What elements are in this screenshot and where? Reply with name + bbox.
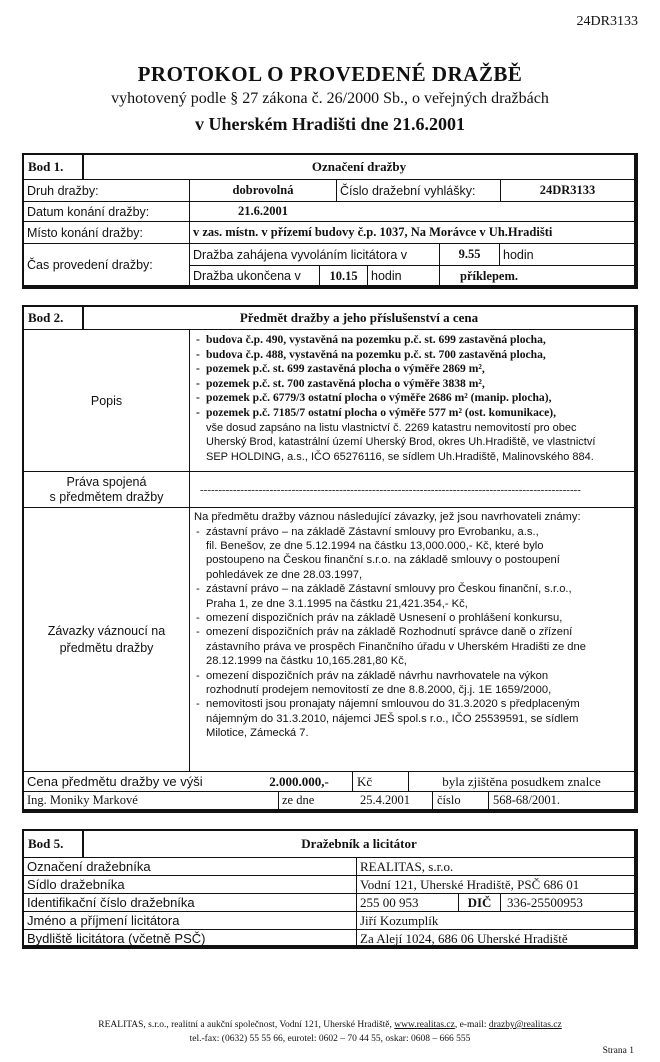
cas-label: Čas provedení dražby:	[27, 257, 153, 272]
property-item: - pozemek p.č. st. 699 zastavěná plocha o výměře 2869 m²,	[194, 362, 630, 377]
footer-line-1	[0, 1020, 660, 1030]
dr-value: Za Alejí 1024, 686 06 Uherské Hradiště	[356, 930, 634, 947]
cislo-vyhlasky-label: Číslo dražební vyhlášky:	[336, 180, 500, 201]
footer-line-2: tel.-fax: (0632) 55 55 66, eurotel: 0602 – 70 44 55, oskar: 0608 – 666 555	[189, 1034, 471, 1044]
zahajena-text: Dražba zahájena vyvoláním licitátora v	[189, 244, 439, 265]
zavazek-line: - zástavní právo – na základě Zástavní smlouvy pro Evrobanku, a.s.,	[206, 525, 539, 538]
zavazek-item	[194, 625, 628, 668]
zavazky-label	[24, 508, 189, 771]
dr-value: REALITAS, s.r.o.	[356, 858, 634, 875]
dic-value: 336-25500953	[500, 894, 634, 911]
property-list	[194, 333, 630, 421]
property-item: - budova č.p. 488, vystavěná na pozemku p.č. st. 700 zastavěná plocha,	[194, 348, 630, 363]
misto-label: Místo konání dražby:	[27, 225, 144, 240]
ze-dne-value: 25.4.2001	[360, 793, 410, 807]
bod2-label: Bod 2.	[24, 307, 84, 329]
druh-value: dobrovolná	[189, 180, 336, 201]
misto-row	[24, 221, 634, 243]
znalec-row	[24, 791, 634, 809]
zavazky-label-line: předmětu dražby	[59, 640, 154, 655]
zavazek-item	[194, 697, 628, 740]
prava-label-line: s předmětem dražby	[49, 489, 164, 504]
prava-row	[24, 471, 634, 507]
ze-dne-label: ze dne	[278, 792, 338, 809]
section-bod-1	[22, 153, 638, 289]
bod1-label: Bod 1.	[24, 155, 84, 179]
cena-zjistena: byla zjištěna posudkem znalce	[408, 772, 634, 791]
zavazek-line: - omezení dispozičních práv na základě návrhu navrhovatele na výkon	[206, 669, 549, 682]
dr-row	[24, 911, 634, 929]
zavazek-line: pohledávek ze dne 28.03.1997,	[206, 568, 363, 581]
cena-label: Cena předmětu dražby ve výši	[27, 774, 203, 789]
datum-row	[24, 201, 634, 221]
popis-tail-line: vše dosud zapsáno na listu vlastnictví č. 2269 katastru nemovitostí pro obec	[206, 421, 577, 434]
property-item: - pozemek p.č. 6779/3 ostatní plocha o výměře 2686 m² (manip. plocha),	[194, 391, 630, 406]
footer-company: REALITAS, s.r.o., realitní a aukční společnost, Vodní 121, Uherské Hradiště,	[98, 1020, 392, 1030]
dr-row	[24, 857, 634, 875]
dr-label: Jméno a příjmení licitátora	[27, 913, 180, 928]
prava-label	[24, 472, 189, 507]
dr-value: Vodní 121, Uherské Hradiště, PSČ 686 01	[356, 876, 634, 893]
ukoncena-hodin: hodin	[367, 266, 439, 286]
dr-value: Jiří Kozumplík	[356, 912, 634, 929]
footer-email-link[interactable]: drazby@realitas.cz	[488, 1020, 562, 1030]
section-bod-5	[22, 829, 638, 949]
page-subtitle: vyhotovený podle § 27 zákona č. 26/2000 Sb., o veřejných dražbách	[111, 90, 549, 107]
bod5-label: Bod 5.	[24, 831, 84, 857]
cena-row	[24, 771, 634, 791]
zavazek-item	[194, 669, 628, 698]
druh-row	[24, 179, 634, 201]
datum-label: Datum konání dražby:	[27, 204, 150, 219]
popis-row	[24, 329, 634, 471]
dr-label: Identifikační číslo dražebníka	[27, 895, 195, 910]
bod1-header-row	[24, 155, 634, 179]
zavazek-item	[194, 582, 628, 611]
zavazek-line: fil. Benešov, ze dne 5.12.1994 na částku 13,000.000,- Kč, které bylo	[206, 540, 544, 552]
ico-value: 255 00 953	[356, 894, 458, 911]
cas-row	[24, 243, 634, 285]
dr-row	[24, 929, 634, 947]
zavazek-line: nájemným do 31.3.2010, nájemci JEŠ spol.s r.o., IČO 25539591, se sídlem	[206, 712, 579, 725]
popis-tail-line: Uherský Brod, katastrální území Uherský Brod, okres Uh.Hradiště, ve vlastnictví	[206, 436, 596, 449]
misto-value: v zas. místn. v přízemí budovy č.p. 1037, Na Morávce v Uh.Hradišti	[189, 222, 634, 243]
datum-value: 21.6.2001	[189, 202, 336, 221]
property-item: - budova č.p. 490, vystavěná na pozemku p.č. st. 699 zastavěná plocha,	[194, 333, 630, 348]
bod2-title: Předmět dražby a jeho příslušenství a cena	[239, 310, 479, 325]
zavazky-intro: Na předmětu dražby váznou následující závazky, jež jsou navrhovateli známy:	[194, 511, 581, 523]
zavazky-list	[194, 525, 628, 741]
zavazek-line: rozhodnutí prodejem nemovitostí ze dne 8.8.2000, čj.j. 1E 1659/2000,	[206, 684, 552, 697]
prava-value: --------------------------------------------------------------------------------------------------------	[189, 472, 634, 507]
popis-tail	[194, 421, 630, 465]
znalec-name: Ing. Moniky Markové	[27, 793, 138, 807]
document-id: 24DR3133	[576, 14, 638, 29]
zavazky-label-line: Závazky váznoucí na	[47, 623, 166, 638]
footer-email-label: , e-mail:	[454, 1020, 487, 1030]
zahajena-hodin: hodin	[499, 244, 551, 265]
property-item: - pozemek p.č. 7185/7 ostatní plocha o výměře 577 m² (ost. komunikace),	[194, 406, 630, 421]
zavazek-line: zástavního práva ve prospěch Finančního úřadu v Uherském Hradišti ze dne	[206, 640, 586, 653]
dr-row	[24, 875, 634, 893]
zavazek-item	[194, 611, 628, 625]
cislo-vyhlasky-value: 24DR3133	[500, 180, 634, 201]
cislo-posudku-label: číslo	[432, 792, 488, 809]
popis-label: Popis	[90, 393, 123, 408]
bod2-header-row	[24, 307, 634, 329]
zavazek-line: - zástavní právo – na základě Zástavní smlouvy pro Českou finanční, s.r.o.,	[206, 583, 572, 596]
zavazek-line: - omezení dispozičních práv na základě Rozhodnutí správce daně o zřízení	[206, 626, 573, 639]
dr-label: Sídlo dražebníka	[27, 877, 125, 892]
zahajena-time: 9.55	[439, 244, 499, 265]
zavazek-item	[194, 525, 628, 583]
dr-row	[24, 893, 634, 911]
ukoncena-time: 10.15	[319, 266, 367, 286]
footer-web-link[interactable]: www.realitas.cz	[394, 1020, 455, 1030]
cena-currency: Kč	[352, 772, 408, 791]
zavazek-line: - omezení dispozičních práv na základě Usnesení o prohlášení konkursu,	[206, 612, 563, 625]
popis-tail-line: SEP HOLDING, a.s., IČO 65276116, se sídlem Uh.Hradiště, Malinovského 884.	[206, 450, 594, 463]
property-item: - pozemek p.č. st. 700 zastavěná plocha o výměře 3838 m²,	[194, 377, 630, 392]
prava-label-line: Práva spojená	[66, 474, 147, 489]
popis-content	[189, 330, 634, 471]
ukoncena-text: Dražba ukončena v	[189, 266, 319, 286]
ukoncena-row	[189, 265, 634, 286]
bod5-header-row	[24, 831, 634, 857]
zavazek-line: Praha 1, ze dne 3.1.1995 na částku 21,421.354,- Kč,	[206, 597, 468, 610]
page-subtitle-place-date: v Uherském Hradišti dne 21.6.2001	[195, 114, 465, 134]
cislo-posudku-value: 568-68/2001.	[488, 792, 634, 809]
dr-label: Označení dražebníka	[27, 859, 151, 874]
zahajena-row	[189, 244, 634, 265]
zavazek-line: Milotice, Zámecká 7.	[206, 727, 309, 740]
section-bod-2	[22, 305, 638, 813]
cena-value: 2.000.000,-	[269, 773, 329, 789]
zavazky-content	[189, 508, 634, 771]
page-title: PROTOKOL O PROVEDENÉ DRAŽBĚ	[137, 62, 523, 86]
zavazek-line: 28.12.1999 na částku 10,165.281,80 Kč,	[206, 655, 407, 668]
dic-label: DIČ	[458, 894, 500, 911]
priklepem: příklepem.	[439, 266, 634, 286]
zavazky-row	[24, 507, 634, 771]
druh-label: Druh dražby:	[27, 183, 99, 198]
zavazek-line: - nemovitosti jsou pronajaty nájemní smlouvou do 31.3.2020 s předplaceným	[206, 698, 580, 711]
bod5-title: Dražebník a licitátor	[301, 836, 417, 851]
bod1-title: Označení dražby	[311, 159, 407, 174]
dr-label: Bydliště licitátora (včetně PSČ)	[27, 931, 206, 946]
page-number: Strana 1	[602, 1046, 634, 1056]
zavazek-line: postoupeno na Českou finanční s.r.o. na základě smlouvy o postoupení	[206, 554, 560, 567]
